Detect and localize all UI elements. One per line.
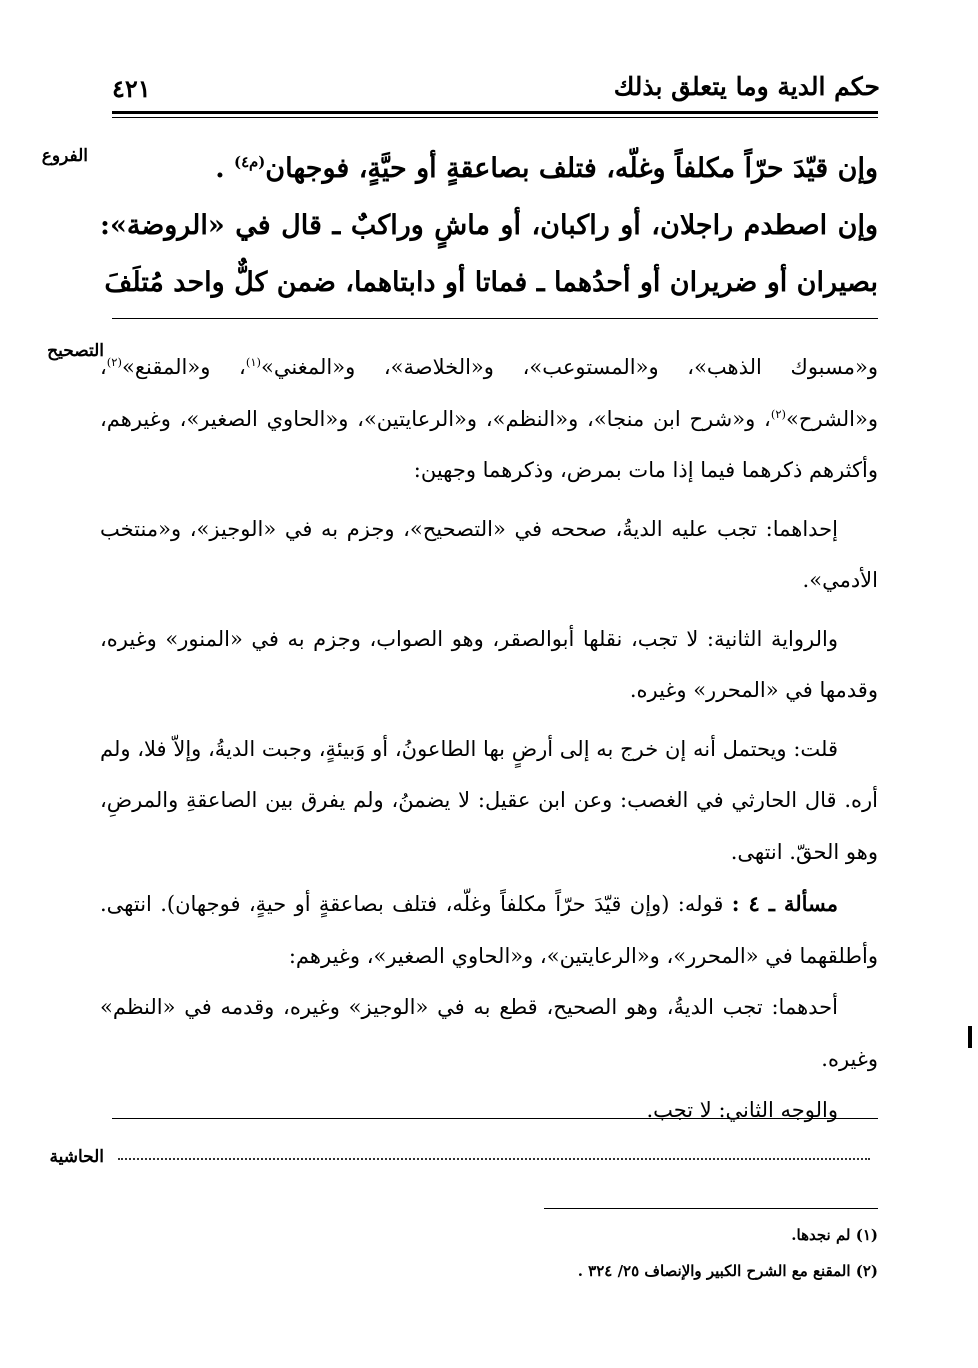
- main-paragraph-1-text: وإن قيّدَ حرّاً مكلفاً وغلّه، فتلف بصاعقةٍ أو حيَّةٍ، فوجهان: [265, 153, 878, 184]
- footnote-ref-1: (١): [245, 355, 262, 369]
- header-rule-thick: [112, 111, 878, 114]
- issue-heading: مسألة ـ ٤ :: [731, 891, 838, 916]
- tashih-p5-text: قوله: (وإن قيّدَ حرّاً مكلفاً وغلّه، فتلف بصاعقةٍ أو حيةٍ، فوجهان). انتهى. وأطلقهما في «المحرر»، و«الرعايتين»، و«الحاوي الصغير»، وغيرهم:: [100, 892, 878, 968]
- tashih-paragraph-3: والرواية الثانية: لا تجب، نقلها أبوالصقر، وهو الصواب، وجزم به في «المنور» وغيره، وقدمها في «المحرر» وغيره.: [100, 626, 878, 702]
- footnote-2: (٢) المقنع مع الشرح الكبير والإنصاف ٢٥/ ٣٢٤ .: [577, 1262, 878, 1280]
- tashih-paragraph-7: والوجه الثاني: لا تجب.: [646, 1098, 838, 1122]
- section-label-furu: الفروع: [41, 146, 88, 166]
- tashih-divider: [112, 1118, 878, 1119]
- main-reference-mark: (م٤): [234, 153, 266, 171]
- hashiya-dotted-line: [118, 1158, 870, 1160]
- main-text-block: [100, 140, 878, 311]
- tashih-paragraph-2: إحداهما: تجب عليه الديةُ، صححه في «التصحيح»، وجزم به في «الوجيز»، و«منتخب الأدمي».: [100, 516, 878, 592]
- main-text-divider: [112, 318, 878, 319]
- section-label-tashih: التصحيح: [47, 341, 104, 361]
- tashih-p1-seg-c: ، و«الشرح»: [100, 355, 878, 431]
- tashih-paragraph-5: [100, 878, 878, 982]
- running-header-title: حكم الدية وما يتعلق بذلك: [613, 72, 880, 101]
- header-rule-thin: [112, 117, 878, 118]
- main-paragraph-1: [100, 140, 878, 197]
- main-paragraph-1-end: .: [215, 153, 225, 184]
- page-number: ٤٢١: [112, 74, 151, 103]
- footnote-ref-2b: (٢): [770, 406, 787, 421]
- footnote-ref-2: (٢): [106, 355, 123, 369]
- tashih-p1-seg-b: ، و«المقنع»: [122, 355, 246, 379]
- tashih-paragraph-6: أحدهما: تجب الديةُ، وهو الصحيح، قطع به في «الوجيز» وغيره، وقدمه في «النظم» وغيره.: [100, 995, 878, 1071]
- main-paragraph-2: وإن اصطدم راجلان، أو راكبان، أو ماشٍ وراكبٌ ـ قال في «الروضة»: بصيران أو ضريران أو أحدُهما ـ فماتا أو دابتاهما، ضمن كلٌّ واحد مُتلَفَ: [100, 210, 878, 298]
- tashih-p1-seg-a: و«مسبوك الذهب»، و«المستوعب»، و«الخلاصة»، و«المغني»: [261, 355, 878, 379]
- page-edge-mark: [968, 1026, 972, 1048]
- tashih-paragraph-4: قلت: ويحتمل أنه إن خرج به إلى أرضٍ بها الطاعونُ، أو وَبيئةٍ، وجبت الديةُ، وإلاّ فلا، ولم أره. قال الحارثي في الغصب: وعن ابن عقيل: لا يضمنُ، ولم يفرق بين الصاعقةِ والمرضِ، وهو الحقّ. انتهى.: [100, 736, 878, 864]
- section-label-hashiya: الحاشية: [49, 1147, 104, 1167]
- footnote-1: (١) لم نجدها.: [791, 1226, 878, 1244]
- footnote-divider: [544, 1208, 878, 1209]
- tashih-paragraph-1: [100, 342, 878, 497]
- tashih-text-block: [100, 342, 878, 1137]
- tashih-p1-seg-d: ، و«شرح ابن منجا»، و«النظم»، و«الرعايتين»، و«الحاوي الصغير»، وغيرهم، وأكثرهم ذكرهما فيما إذا مات بمرض، وذكرهما وجهين:: [100, 406, 878, 482]
